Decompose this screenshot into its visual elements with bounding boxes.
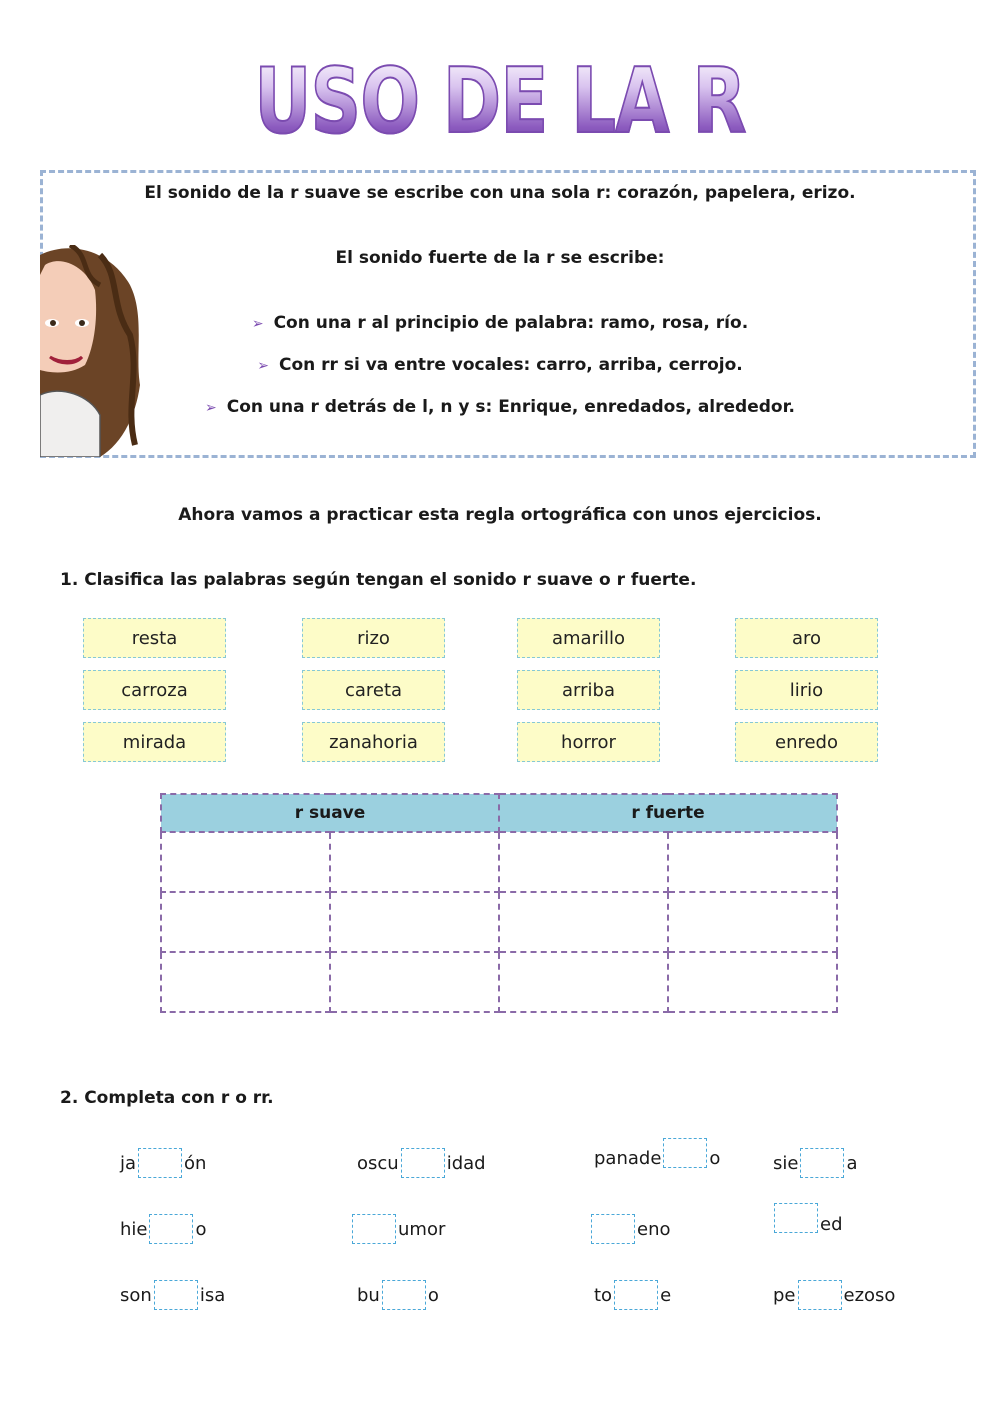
arrow-bullet-icon: ➢ (204, 400, 217, 416)
word-suffix: umor (398, 1218, 446, 1240)
word-card[interactable]: amarillo (517, 618, 660, 658)
word-prefix: pe (773, 1284, 796, 1306)
drop-cell[interactable] (499, 892, 668, 952)
fill-word (357, 1280, 439, 1310)
word-suffix: eno (637, 1218, 671, 1240)
drop-cell[interactable] (668, 892, 837, 952)
fill-word (773, 1148, 857, 1178)
drop-cell[interactable] (499, 952, 668, 1012)
word-prefix: son (120, 1284, 152, 1306)
drop-cell[interactable] (330, 952, 499, 1012)
fill-word (120, 1280, 225, 1310)
rule-bullet-text: Con una r detrás de l, n y s: Enrique, enredados, alrededor. (226, 397, 795, 417)
word-card[interactable]: rizo (302, 618, 445, 658)
answer-blank[interactable] (591, 1214, 635, 1244)
word-card[interactable]: resta (83, 618, 226, 658)
rule-bullet-text: Con rr si va entre vocales: carro, arriba, cerrojo. (278, 355, 743, 375)
practice-intro: Ahora vamos a practicar esta regla ortográfica con unos ejercicios. (178, 505, 822, 525)
fill-word (772, 1214, 843, 1235)
word-card[interactable]: mirada (83, 722, 226, 762)
fill-word (357, 1148, 486, 1178)
word-card[interactable]: aro (735, 618, 878, 658)
word-suffix: a (846, 1152, 858, 1174)
drop-cell[interactable] (668, 832, 837, 892)
word-prefix: sie (773, 1152, 799, 1174)
page-title: USO DE LA R (110, 52, 890, 152)
classification-table (160, 793, 838, 1013)
header-r-fuerte: r fuerte (499, 794, 837, 832)
word-suffix: isa (199, 1284, 226, 1306)
drop-cell[interactable] (668, 952, 837, 1012)
word-suffix: idad (446, 1152, 486, 1174)
fill-word (120, 1148, 206, 1178)
word-prefix: ja (120, 1152, 137, 1174)
word-card[interactable]: carroza (83, 670, 226, 710)
rule-bullet (0, 355, 1000, 375)
rule-bullet (0, 313, 1000, 333)
drop-cell[interactable] (499, 832, 668, 892)
word-suffix: o (427, 1284, 439, 1306)
answer-blank[interactable] (800, 1148, 844, 1178)
word-suffix: o (709, 1148, 721, 1169)
answer-blank[interactable] (154, 1280, 198, 1310)
fill-word (120, 1214, 207, 1244)
arrow-bullet-icon: ➢ (251, 316, 264, 332)
header-r-suave: r suave (161, 794, 499, 832)
answer-blank[interactable] (614, 1280, 658, 1310)
arrow-bullet-icon: ➢ (257, 358, 269, 374)
answer-blank[interactable] (798, 1280, 842, 1310)
answer-blank[interactable] (149, 1214, 193, 1244)
answer-blank[interactable] (774, 1203, 818, 1233)
rule-bullet (0, 397, 1000, 417)
word-prefix: to (594, 1284, 613, 1306)
fill-word (594, 1280, 671, 1310)
answer-blank[interactable] (382, 1280, 426, 1310)
word-card[interactable]: enredo (735, 722, 878, 762)
word-suffix: ezoso (843, 1284, 896, 1306)
drop-cell[interactable] (330, 832, 499, 892)
word-prefix: bu (357, 1284, 380, 1306)
exercise-1-title: 1. Clasifica las palabras según tengan el sonido r suave o r fuerte. (60, 570, 697, 590)
answer-blank[interactable] (663, 1138, 707, 1168)
exercise-2-title: 2. Completa con r o rr. (60, 1088, 274, 1108)
word-suffix: e (660, 1284, 672, 1306)
answer-blank[interactable] (352, 1214, 396, 1244)
fill-word (350, 1214, 445, 1244)
word-suffix: o (195, 1218, 207, 1240)
drop-cell[interactable] (161, 892, 330, 952)
fill-word (589, 1214, 671, 1244)
answer-blank[interactable] (138, 1148, 182, 1178)
strong-r-intro: El sonido fuerte de la r se escribe: (335, 248, 665, 268)
soft-r-rule: El sonido de la r suave se escribe con una sola r: corazón, papelera, erizo. (144, 183, 856, 203)
word-suffix: ed (820, 1214, 843, 1235)
word-card[interactable]: lirio (735, 670, 878, 710)
drop-cell[interactable] (161, 832, 330, 892)
word-prefix: oscu (357, 1152, 399, 1174)
drop-cell[interactable] (161, 952, 330, 1012)
drop-cell[interactable] (330, 892, 499, 952)
word-suffix: ón (184, 1152, 207, 1174)
answer-blank[interactable] (401, 1148, 445, 1178)
word-prefix: panade (594, 1148, 662, 1169)
word-card[interactable]: zanahoria (302, 722, 445, 762)
girl-avatar-icon (40, 245, 140, 457)
word-card[interactable]: careta (302, 670, 445, 710)
word-card[interactable]: horror (517, 722, 660, 762)
fill-word (594, 1148, 720, 1169)
word-card[interactable]: arriba (517, 670, 660, 710)
rule-bullet-text: Con una r al principio de palabra: ramo, rosa, río. (273, 313, 749, 333)
fill-word (773, 1280, 895, 1310)
word-prefix: hie (120, 1218, 148, 1240)
